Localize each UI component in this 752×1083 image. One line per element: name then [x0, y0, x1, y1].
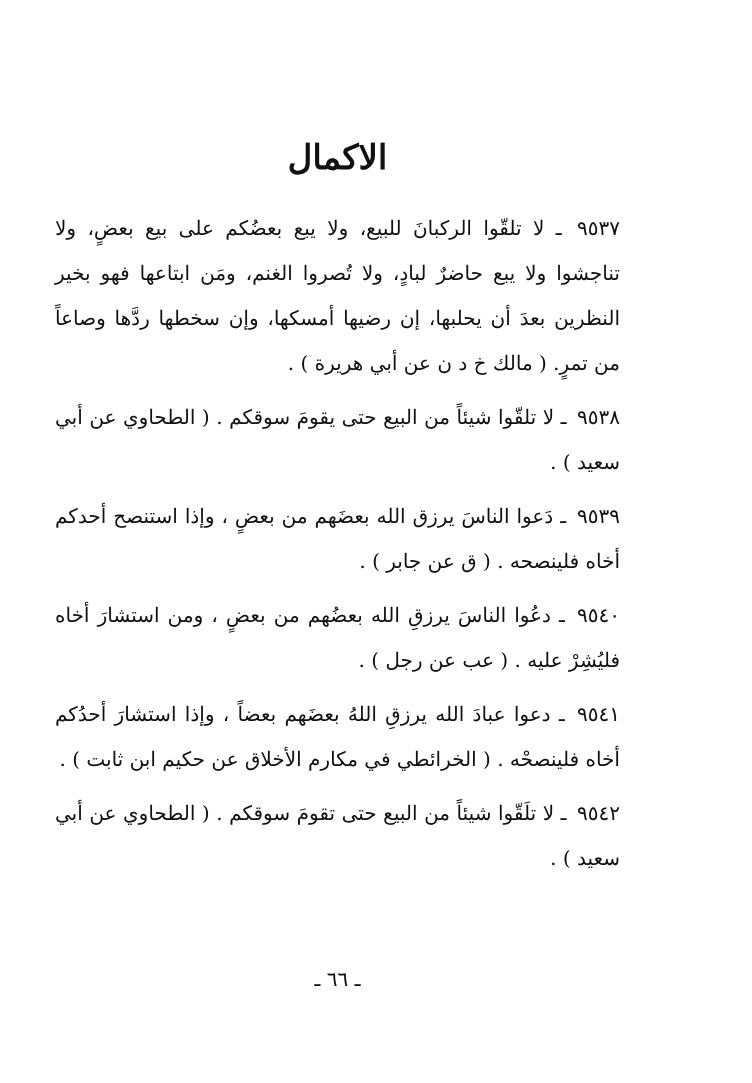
section-title: الاكمال — [287, 138, 388, 178]
hadith-number: ٩٥٣٨ — [577, 405, 620, 429]
hadith-text: ـ لا تلقّوا شيئاً من البيع حتى يقومَ سوقكم . ( الطحاوي عن أبي سعيد ) . — [55, 405, 620, 474]
page-number: ـ ٦٦ ـ — [314, 967, 361, 991]
hadith-entry — [55, 791, 620, 881]
hadith-entry — [55, 593, 620, 683]
hadith-text: ـ لا تلقّوا الركبانَ للبيع، ولا يبع بعضُكم على بيع بعضٍ، ولا تناجشوا ولا يبع حاضرٌ لبادٍ، ولا تُصروا الغنم، ومَن ابتاعها فهو بخير النظرين بعدَ أن يحلبها، إن رضيها أمسكها، وإن سخطها ردَّها وصاعاً من تمرٍ. ( مالك خ د ن عن أبي هريرة ) . — [55, 216, 620, 375]
hadith-number: ٩٥٤١ — [577, 702, 620, 726]
book-page — [55, 0, 620, 1083]
hadith-number: ٩٥٤٠ — [577, 603, 620, 627]
hadith-text: ـ لا تلَقّوا شيئاً من البيع حتى تقومَ سوقكم . ( الطحاوي عن أبي سعيد ) . — [55, 801, 620, 870]
hadith-entry — [55, 494, 620, 584]
hadith-entry — [55, 206, 620, 386]
hadith-list — [55, 206, 620, 890]
hadith-text: ـ دَعوا الناسَ يرزق الله بعضَهم من بعضٍ ، وإذا استنصح أحدكم أخاه فلينصحه . ( ق عن جابر ) . — [55, 504, 620, 573]
hadith-entry — [55, 395, 620, 485]
hadith-text: ـ دعوا عبادَ الله يرزقِ اللهُ بعضَهم بعضاً ، وإذا استشارَ أحدُكم أخاه فلينصحْه . ( الخرائطي في مكارم الأخلاق عن حكيم ابن ثابت ) . — [55, 702, 620, 771]
hadith-number: ٩٥٣٧ — [577, 216, 621, 240]
hadith-number: ٩٥٤٢ — [577, 801, 620, 825]
hadith-number: ٩٥٣٩ — [577, 504, 621, 528]
hadith-text: ـ دعُوا الناسَ يرزقِ الله بعضُهم من بعضٍ ، ومن استشارَ أخاه فليُشِرْ عليه . ( عب عن رجل ) . — [55, 603, 620, 672]
hadith-entry — [55, 692, 620, 782]
